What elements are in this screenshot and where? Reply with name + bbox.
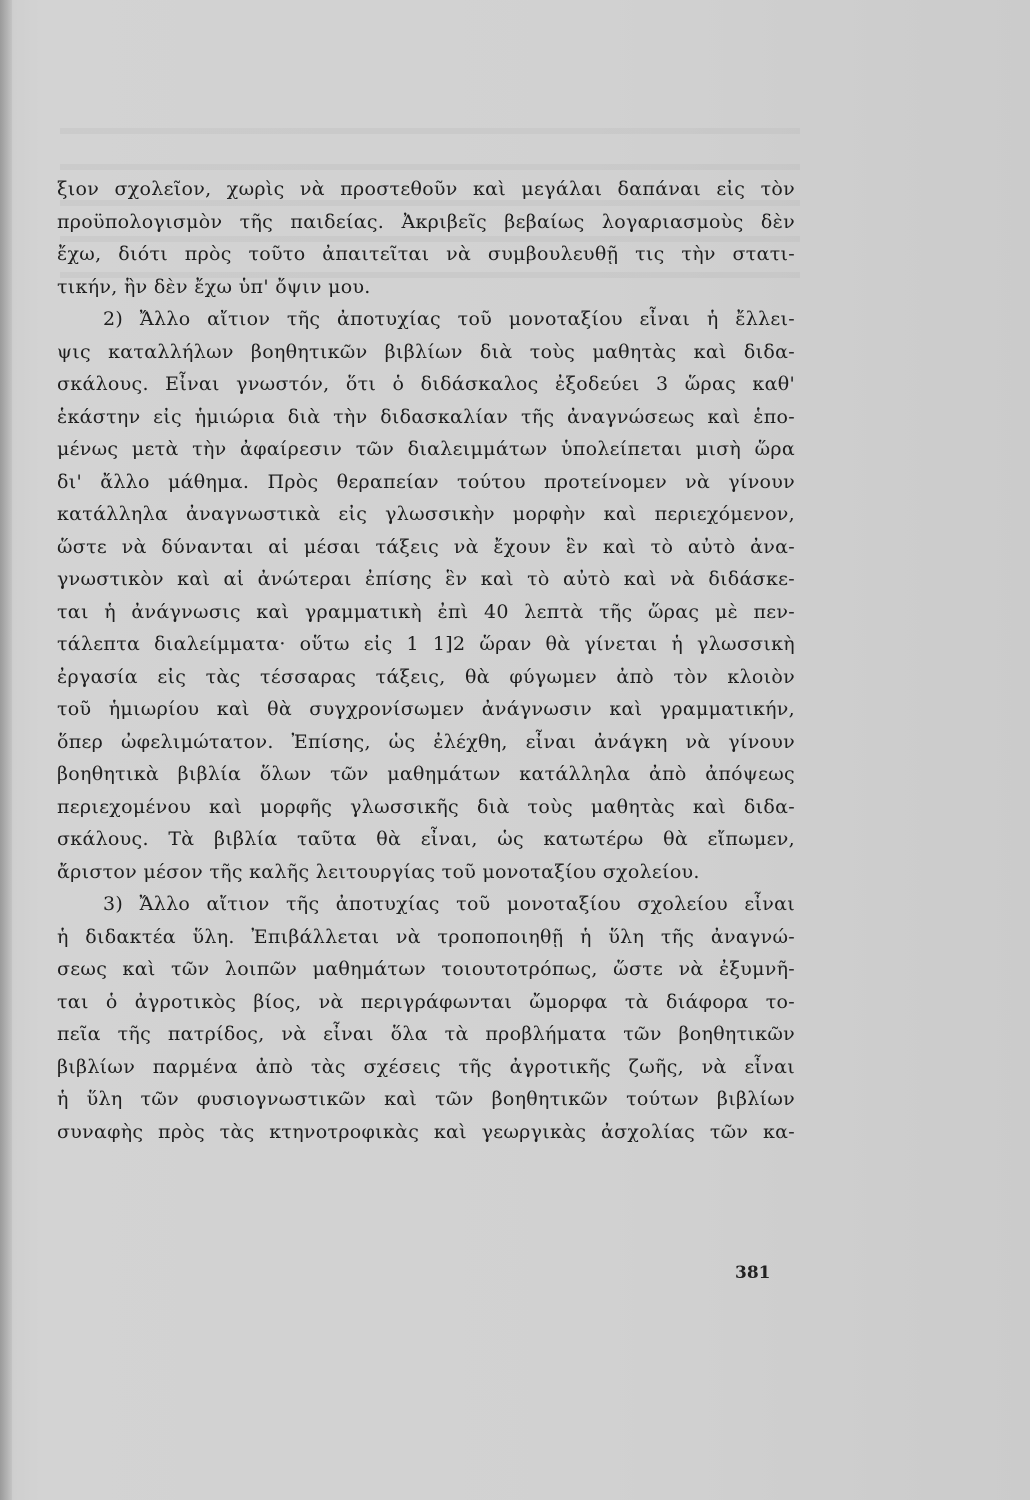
text-line: μένως μετὰ τὴν ἀφαίρεσιν τῶν διαλειμμάτων ὑπολείπεται μισὴ ὥρα [57, 438, 795, 460]
text-line: περιεχομένου καὶ μορφῆς γλωσσικῆς διὰ τοὺς μαθητὰς καὶ διδα- [57, 795, 795, 818]
text-line: τικήν, ἣν δὲν ἔχω ὑπ' ὄψιν μου. [57, 275, 371, 298]
text-line: ὥστε νὰ δύνανται αἱ μέσαι τάξεις νὰ ἔχουν ἓν καὶ τὸ αὐτὸ ἀνα- [57, 535, 795, 558]
text-line: ξιον σχολεῖον, χωρὶς νὰ προστεθοῦν καὶ μεγάλαι δαπάναι εἰς τὸν [57, 178, 795, 200]
text-line: ται ἡ ἀνάγνωσις καὶ γραμματικὴ ἐπὶ 40 λεπτὰ τῆς ὥρας μὲ πεν- [57, 600, 795, 623]
text-line: δι' ἄλλο μάθημα. Πρὸς θεραπείαν τούτου προτείνομεν νὰ γίνουν [57, 470, 795, 493]
text-line: ὅπερ ὠφελιμώτατον. Ἐπίσης, ὡς ἐλέχθη, εἶναι ἀνάγκη νὰ γίνουν [57, 730, 795, 753]
text-line: ἄριστον μέσον τῆς καλῆς λειτουργίας τοῦ μονοταξίου σχολείου. [57, 860, 700, 883]
text-line: ἡ ὕλη τῶν φυσιογνωστικῶν καὶ τῶν βοηθητικῶν τούτων βιβλίων [57, 1088, 795, 1110]
text-line: γνωστικὸν καὶ αἱ ἀνώτεραι ἐπίσης ἓν καὶ τὸ αὐτὸ καὶ νὰ διδάσκε- [57, 568, 795, 590]
text-line: ἔχω, διότι πρὸς τοῦτο ἀπαιτεῖται νὰ συμβουλευθῇ τις τὴν στατι- [57, 243, 795, 265]
text-line: προϋπολογισμὸν τῆς παιδείας. Ἀκριβεῖς βεβαίως λογαριασμοὺς δὲν [57, 210, 795, 233]
text-line: πεῖα τῆς πατρίδος, νὰ εἶναι ὅλα τὰ προβλήματα τῶν βοηθητικῶν [57, 1023, 795, 1045]
text-line: 2) Ἄλλο αἴτιον τῆς ἀποτυχίας τοῦ μονοταξίου εἶναι ἡ ἔλλει- [103, 308, 795, 330]
text-line: ψις καταλλήλων βοηθητικῶν βιβλίων διὰ τοὺς μαθητὰς καὶ διδα- [57, 340, 795, 363]
text-line: σκάλους. Εἶναι γνωστόν, ὅτι ὁ διδάσκαλος ἐξοδεύει 3 ὥρας καθ' [57, 373, 795, 395]
text-line: σκάλους. Τὰ βιβλία ταῦτα θὰ εἶναι, ὡς κατωτέρω θὰ εἴπωμεν, [57, 828, 795, 850]
text-line: βιβλίων παρμένα ἀπὸ τὰς σχέσεις τῆς ἀγροτικῆς ζωῆς, νὰ εἶναι [57, 1055, 795, 1078]
page-number: 381 [735, 1263, 771, 1283]
text-line: βοηθητικὰ βιβλία ὅλων τῶν μαθημάτων κατάλληλα ἀπὸ ἀπόψεως [57, 763, 795, 785]
text-line: τάλεπτα διαλείμματα· οὕτω εἰς 1 1]2 ὥραν θὰ γίνεται ἡ γλωσσικὴ [57, 633, 795, 655]
text-line: 3) Ἄλλο αἴτιον τῆς ἀποτυχίας τοῦ μονοταξίου σχολείου εἶναι [103, 893, 795, 915]
binding-edge [0, 0, 12, 1500]
text-line: σεως καὶ τῶν λοιπῶν μαθημάτων τοιουτοτρόπως, ὥστε νὰ ἐξυμνῆ- [57, 958, 795, 980]
text-line: ἡ διδακτέα ὕλη. Ἐπιβάλλεται νὰ τροποποιηθῇ ἡ ὕλη τῆς ἀναγνώ- [57, 925, 795, 948]
text-line: τοῦ ἡμιωρίου καὶ θὰ συγχρονίσωμεν ἀνάγνωσιν καὶ γραμματικήν, [57, 698, 795, 720]
body-text [57, 173, 795, 1148]
text-line: ἐργασία εἰς τὰς τέσσαρας τάξεις, θὰ φύγωμεν ἀπὸ τὸν κλοιὸν [57, 665, 795, 688]
text-line: κατάλληλα ἀναγνωστικὰ εἰς γλωσσικὴν μορφὴν καὶ περιεχόμενον, [57, 503, 795, 525]
text-line: ἑκάστην εἰς ἡμιώρια διὰ τὴν διδασκαλίαν τῆς ἀναγνώσεως καὶ ἑπο- [57, 405, 795, 428]
text-line: συναφὴς πρὸς τὰς κτηνοτροφικὰς καὶ γεωργικὰς ἀσχολίας τῶν κα- [57, 1120, 795, 1143]
text-line: ται ὁ ἀγροτικὸς βίος, νὰ περιγράφωνται ὤμορφα τὰ διάφορα το- [57, 990, 795, 1013]
